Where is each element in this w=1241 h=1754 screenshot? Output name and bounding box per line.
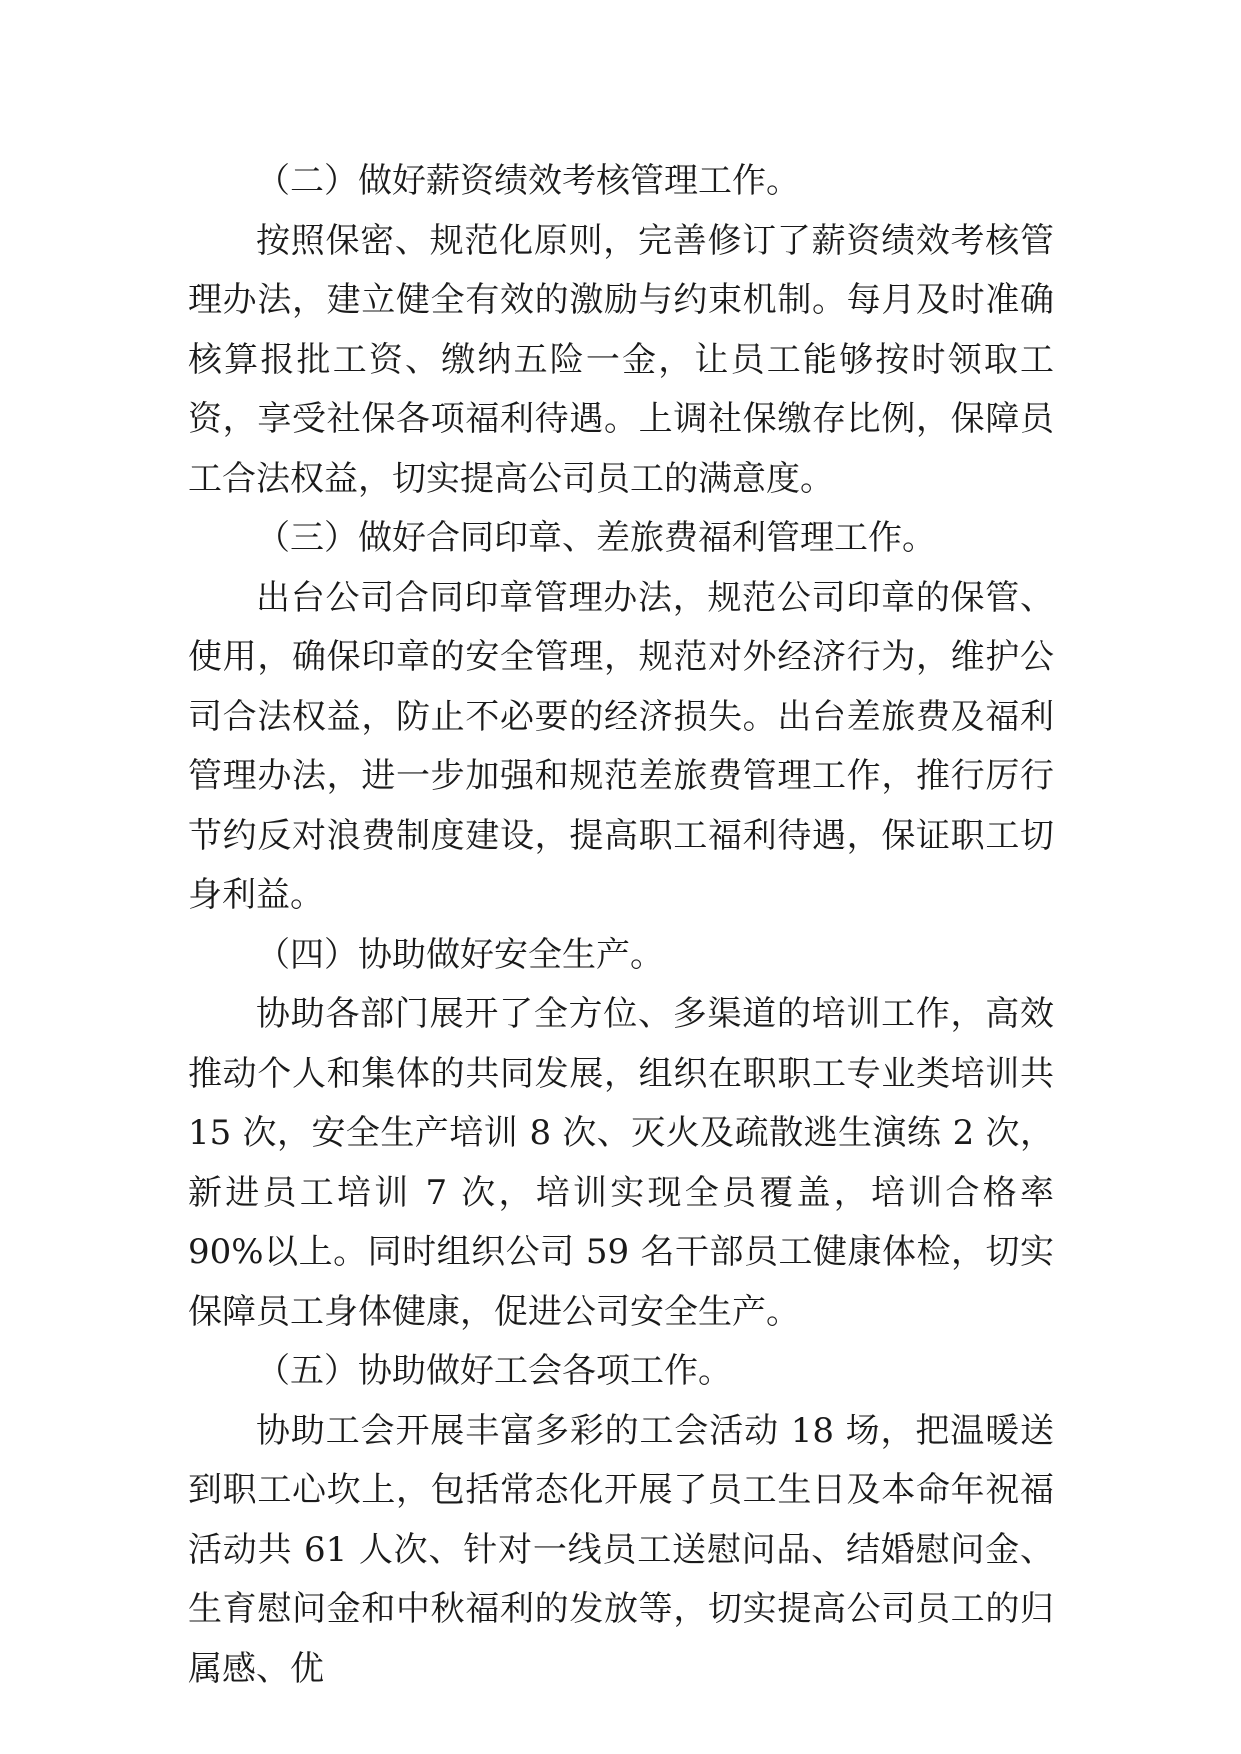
document-body: [188, 152, 1054, 1699]
section-paragraph-5: 协助工会开展丰富多彩的工会活动 18 场，把温暖送到职工心坎上，包括常态化开展了员工生日及本命年祝福活动共 61 人次、针对一线员工送慰问品、结婚慰问金、生育慰问金和中秋福利的发放等，切实提高公司员工的归属感、优: [188, 1410, 1054, 1689]
section-heading-4: （四）协助做好安全生产。: [256, 934, 664, 975]
section-paragraph-3: 出台公司合同印章管理办法，规范公司印章的保管、使用，确保印章的安全管理，规范对外经济行为，维护公司合法权益，防止不必要的经济损失。出台差旅费及福利管理办法，进一步加强和规范差旅费管理工作，推行厉行节约反对浪费制度建设，提高职工福利待遇，保证职工切身利益。: [188, 577, 1054, 915]
section-heading-2: （二）做好薪资绩效考核管理工作。: [256, 161, 800, 201]
section-heading-3: （三）做好合同印章、差旅费福利管理工作。: [256, 518, 936, 558]
section-paragraph-4: 协助各部门展开了全方位、多渠道的培训工作，高效推动个人和集体的共同发展，组织在职职工专业类培训共 15 次，安全生产培训 8 次、灭火及疏散逃生演练 2 次，新进员工培训 7 次，培训实现全员覆盖，培训合格率 90%以上。同时组织公司 59 名干部员工健康体检，切实保障员工身体健康，促进公司安全生产。: [188, 994, 1054, 1332]
section-paragraph-2: 按照保密、规范化原则，完善修订了薪资绩效考核管理办法，建立健全有效的激励与约束机制。每月及时准确核算报批工资、缴纳五险一金，让员工能够按时领取工资，享受社保各项福利待遇。上调社保缴存比例，保障员工合法权益，切实提高公司员工的满意度。: [188, 220, 1054, 499]
section-heading-5: （五）协助做好工会各项工作。: [256, 1351, 732, 1391]
